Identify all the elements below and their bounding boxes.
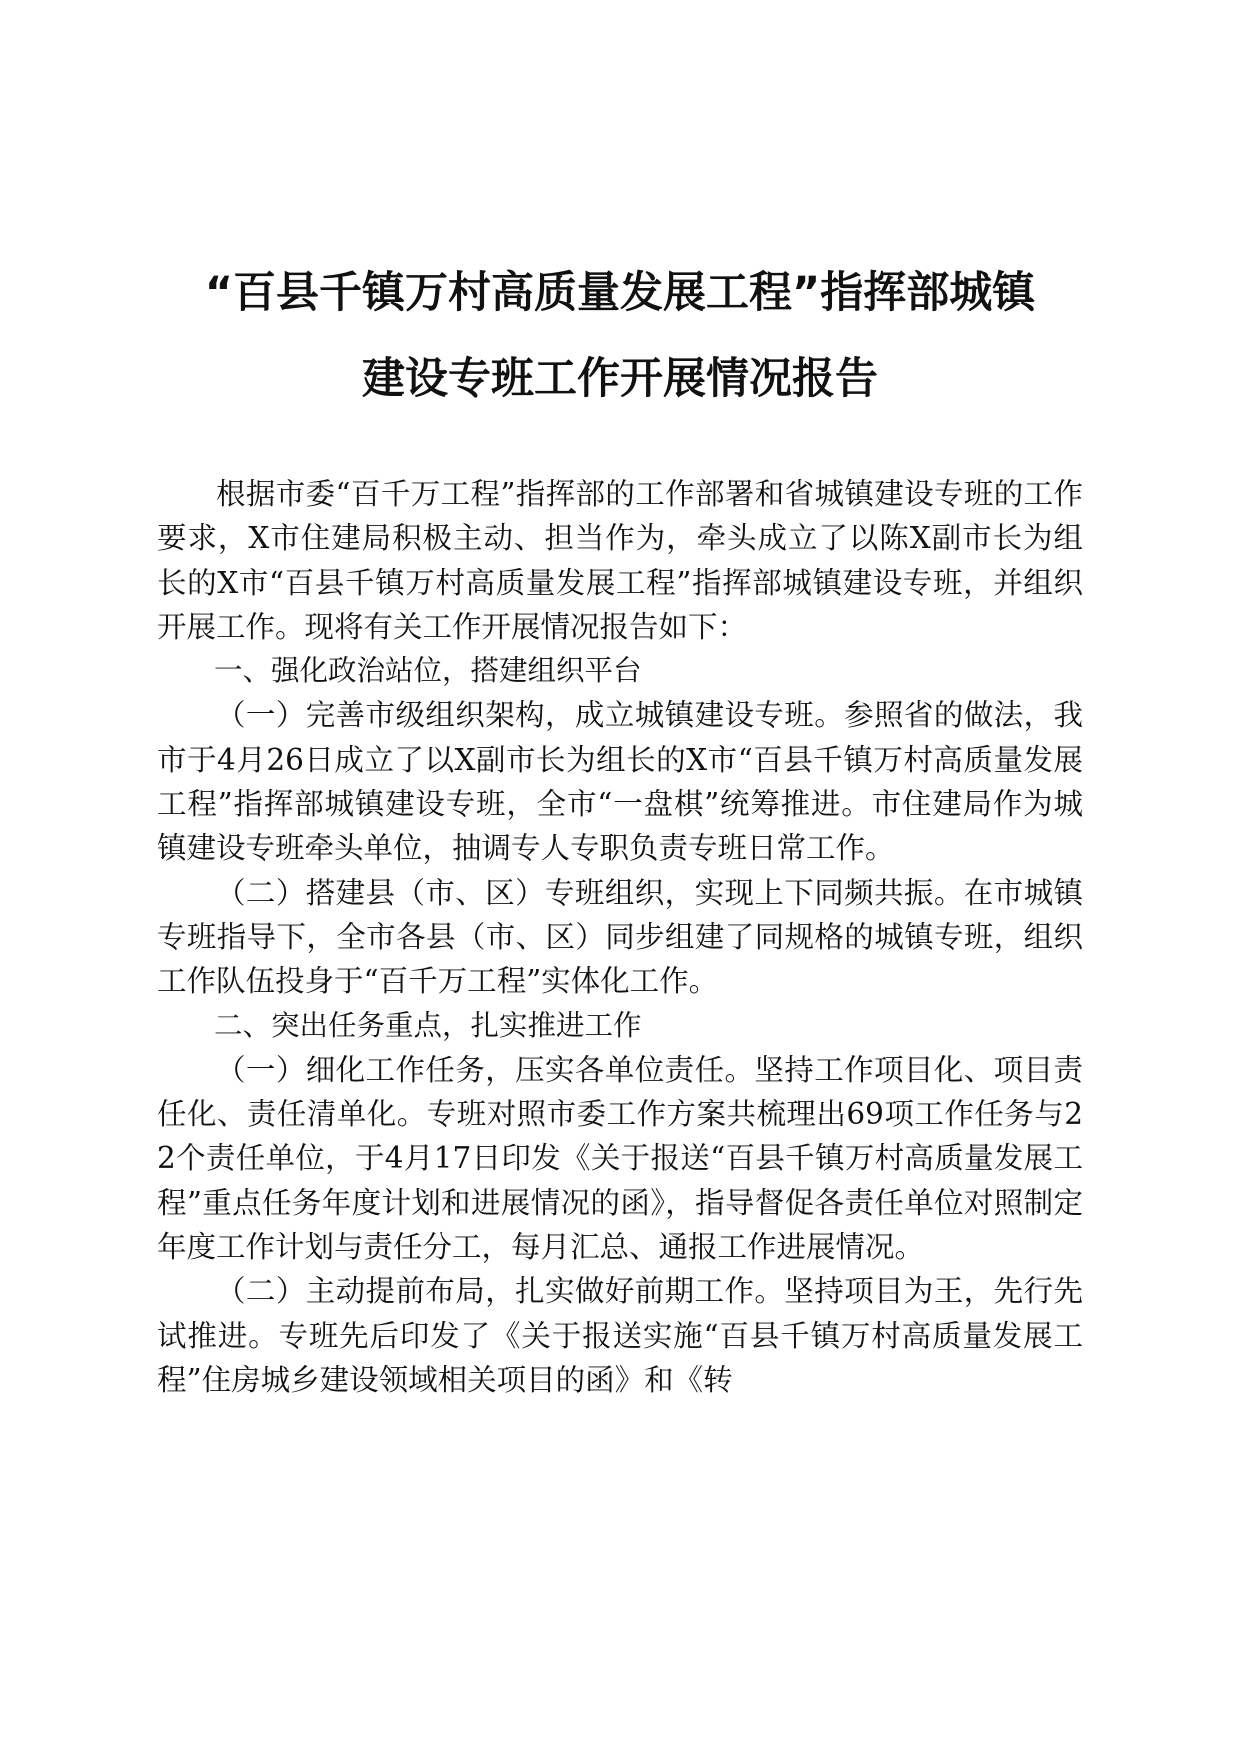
paragraph-1-1: （一）完善市级组织架构，成立城镇建设专班。参照省的做法，我市于4月26日成立了以X副市长为组长的X市“百县千镇万村高质量发展工程”指挥部城镇建设专班，全市“一盘棋”统筹推进。市住建局作为城镇建设专班牵头单位，抽调专人专职负责专班日常工作。: [157, 698, 1083, 866]
paragraph-2-1: （一）细化工作任务，压实各单位责任。坚持工作项目化、项目责任化、责任清单化。专班对照市委工作方案共梳理出69项工作任务与22个责任单位，于4月17日印发《关于报送“百县千镇万村高质量发展工程”重点任务年度计划和进展情况的函》，指导督促各责任单位对照制定年度工作计划与责任分工，每月汇总、通报工作进展情况。: [157, 1052, 1083, 1265]
paragraph-2-2: （二）主动提前布局，扎实做好前期工作。坚持项目为王，先行先试推进。专班先后印发了《关于报送实施“百县千镇万村高质量发展工程”住房城乡建设领域相关项目的函》和《转: [157, 1274, 1083, 1397]
document-title: [100, 250, 1140, 422]
paragraph-1-2: （二）搭建县（市、区）专班组织，实现上下同频共振。在市城镇专班指导下，全市各县（市、区）同步组建了同规格的城镇专班，组织工作队伍投身于“百千万工程”实体化工作。: [157, 875, 1083, 999]
section-heading-2: 二、突出任务重点，扎实推进工作: [214, 1008, 642, 1042]
section-heading-1: 一、强化政治站位，搭建组织平台: [214, 654, 642, 688]
intro-paragraph: 根据市委“百千万工程”指挥部的工作部署和省城镇建设专班的工作要求，X市住建局积极主动、担当作为，牵头成立了以陈X副市长为组长的X市“百县千镇万村高质量发展工程”指挥部城镇建设专班，并组织开展工作。现将有关工作开展情况报告如下：: [157, 477, 1083, 644]
document-body: [157, 472, 1083, 1402]
title-line-1: “百县千镇万村高质量发展工程”指挥部城镇: [204, 268, 1036, 318]
title-line-2: 建设专班工作开展情况报告: [362, 354, 878, 404]
